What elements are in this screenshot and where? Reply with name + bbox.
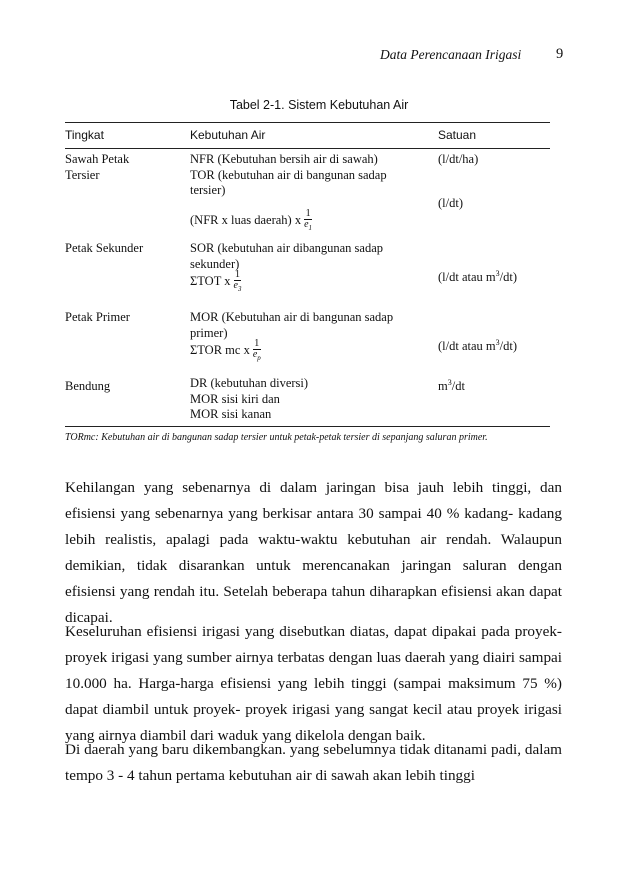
table-top-rule <box>65 122 550 123</box>
table-row-level: Sawah Petak Tersier <box>65 152 130 182</box>
table-row-level: Petak Primer <box>65 310 130 324</box>
fraction: $\frac{1}{e_1}$ <box>304 208 313 232</box>
table-row-unit: $m^3/dt$ <box>438 377 465 393</box>
table-caption: Tabel 2-1. Sistem Kebutuhan Air <box>229 98 409 112</box>
header-tingkat: Tingkat <box>65 128 104 142</box>
table-row-need: NFR (Kebutuhan bersih air di sawah) TOR (kebutuhan air di bangunan sadap tersier) <box>190 152 387 197</box>
table-row-formula: (NFR x luas daerah) x $\frac{1}{e_1}$ <box>190 208 313 232</box>
body-paragraph: Keseluruhan efisiensi irigasi yang disebutkan diatas, dapat dipakai pada proyek-proyek irigasi yang sumber airnya terbatas dengan luas daerah yang diairi sampai 10.000 ha. Harga-harga efisiensi yang lebih tinggi (sampai maksimum 75 %) dapat diambil untuk proyek- proyek irigasi yang sangat kecil atau proyek irigasi yang airnya diambil dari waduk yang dikelola dengan baik. <box>65 623 562 744</box>
table-row-formula: ΣTOR mc x $\frac{1}{e_p}$ <box>190 338 261 362</box>
body-paragraph: Di daerah yang baru dikembangkan. yang sebelumnya tidak ditanami padi, dalam tempo 3 - 4 tahun pertama kebutuhan air di sawah akan lebih tinggi <box>65 741 562 784</box>
table-bottom-rule <box>65 426 550 427</box>
table-row-need: DR (kebutuhan diversi) MOR sisi kiri dan MOR sisi kanan <box>190 376 309 421</box>
page-number: 9 <box>556 46 564 62</box>
table-row-unit: (l/dt atau $m^3/dt$) <box>438 268 517 284</box>
table-note: TORmc: Kebutuhan air di bangunan sadap tersier untuk petak-petak tersier di sepanjang saluran primer. <box>65 432 488 443</box>
body-paragraph: Kehilangan yang sebenarnya di dalam jaringan bisa jauh lebih tinggi, dan efisiensi yang sebenarnya yang berkisar antara 30 sampai 40 % kadang- kadang lebih realistis, apalagi pada waktu-waktu kebutuhan air rendah. Walaupun demikian, tidak disarankan untuk merencanakan jaringan saluran dengan efisiensi yang rendah itu. Setelah beberapa tahun diharapkan efisiensi akan dapat dicapai. <box>65 479 562 626</box>
table-row-formula: ΣTOT x $\frac{1}{e_3}$ <box>190 269 242 293</box>
fraction: $\frac{1}{e_3}$ <box>233 269 242 293</box>
table-header-rule <box>65 148 550 149</box>
table-row-level: Bendung <box>65 379 111 393</box>
running-title: Data Perencanaan Irigasi <box>380 47 522 62</box>
header-kebutuhan-air: Kebutuhan Air <box>190 128 266 142</box>
header-satuan: Satuan <box>438 128 477 142</box>
table-row-need: MOR (Kebutuhan air di bangunan sadap primer) <box>190 310 394 340</box>
table-row-level: Petak Sekunder <box>65 241 144 255</box>
table-row-unit: (l/dt atau $m^3/dt$) <box>438 337 517 353</box>
fraction: $\frac{1}{e_p}$ <box>252 338 261 362</box>
table-row-unit: (l/dt/ha) <box>438 152 479 166</box>
table-row-need: SOR (kebutuhan air dibangunan sadap sekunder) <box>190 241 384 271</box>
table-row-unit: (l/dt) <box>438 196 463 210</box>
